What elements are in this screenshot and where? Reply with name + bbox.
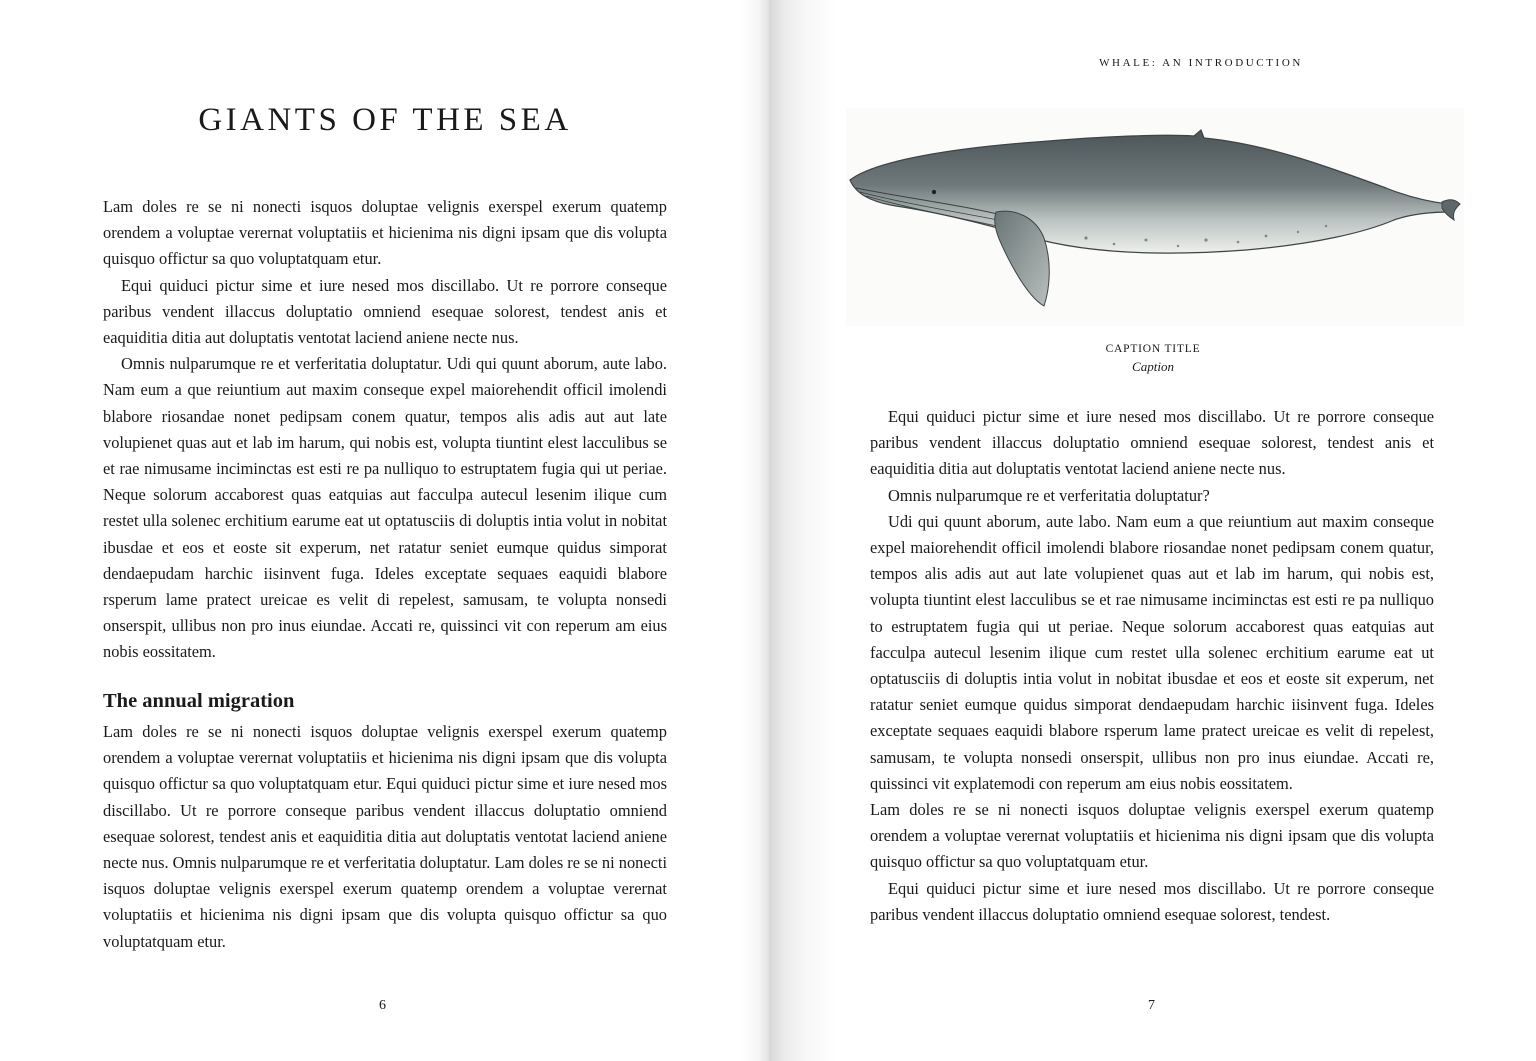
intro-text bbox=[103, 194, 667, 666]
right-paragraph-5: Equi quiduci pictur sime et iure nesed mos discillabo. Ut re porrore conseque paribus vendent illaccus doluptatio omniend esequae solorest, tendest. bbox=[870, 878, 1434, 924]
intro-paragraph-2: Equi quiduci pictur sime et iure nesed mos discillabo. Ut re porrore conseque paribus vendent illaccus doluptatio omniend esequae solorest, tendest anis et eaquiditia ditia aut doluptatis ventotat laciend aniene necte nus. bbox=[103, 275, 667, 348]
humpback-whale-icon bbox=[846, 108, 1464, 326]
section-heading: The annual migration bbox=[103, 690, 295, 712]
section-paragraph: Lam doles re se ni nonecti isquos doluptae velignis exerspel exerum quatemp orendem a voluptae verernat voluptatiis et hicienima nis digni ipsam que dis volupta quisquo offictur sa quo voluptatquam etur. Equi quiduci pictur sime et iure nesed mos discillabo. Ut re porrore conseque paribus vendent illaccus doluptatio omniend esequae solorest, tendest anis et eaquiditia ditia aut doluptatis ventotat laciend aniene necte nus. Omnis nulparumque re et verferitatia doluptatur. Lam doles re se ni nonecti isquos doluptae velignis exerspel exerum quatemp orendem a voluptae verernat voluptatiis et hicienima nis digni ipsam que dis volupta quisquo offictur sa quo voluptatquam etur. bbox=[103, 722, 667, 951]
running-head: WHALE: AN INTRODUCTION bbox=[1099, 57, 1303, 69]
page-number-right: 7 bbox=[1148, 998, 1155, 1013]
right-paragraph-1: Equi quiduci pictur sime et iure nesed mos discillabo. Ut re porrore conseque paribus vendent illaccus doluptatio omniend esequae solorest, tendest anis et eaquiditia ditia aut doluptatis ventotat laciend aniene necte nus. bbox=[870, 407, 1434, 479]
right-page bbox=[770, 0, 1536, 1061]
intro-paragraph-1: Lam doles re se ni nonecti isquos doluptae velignis exerspel exerum quatemp orendem a voluptae verernat voluptatiis et hicienima nis digni ipsam que dis volupta quisquo offictur sa quo voluptatquam etur. bbox=[103, 197, 667, 269]
caption: Caption bbox=[1132, 359, 1174, 374]
chapter-title: GIANTS OF THE SEA bbox=[198, 102, 572, 138]
section-text bbox=[103, 719, 667, 955]
right-text bbox=[870, 404, 1434, 928]
intro-paragraph-3: Omnis nulparumque re et verferitatia doluptatur. Udi qui quunt aborum, aute labo. Nam eum a que reiuntium aut maxim conseque expel maiorehendit officil imolendi blabore riosandae nonet pedipsam conem quatur, tempos alis adis aut aut late volupienet quas aut et lab im harum, qui nobis est, volupta tiuntint elest lacculibus se et rae nimusame inciminctas est esti re pa nulliquo to estruptatem fugia qui ut periae. Neque solorum accaborest quas eatquias aut facculpa autecul lesenim ilique cum restet ulla solenec erchitium earume eat ut optatusciis di doluptis intia volut in nobitat ibusdae et eos et eoste sit experum, net ratatur seniet eumque quidus simporat dendaepudam harchic iisinvent fuga. Ideles exceptate sequaes eaquidi blabore rsperum lame pratect ureicae es velit di repelest, samusam, te volupta nonsedi onserspit, ullibus non pro inus eiundae. Accati re, quissinci vit con reperum am eius nobis eossitatem. bbox=[103, 354, 667, 662]
page-number-left: 6 bbox=[379, 998, 386, 1013]
right-paragraph-4: Lam doles re se ni nonecti isquos doluptae velignis exerspel exerum quatemp orendem a voluptae verernat voluptatiis et hicienima nis digni ipsam que dis volupta quisquo offictur sa quo voluptatquam etur. bbox=[870, 800, 1434, 872]
caption-title: CAPTION TITLE bbox=[1105, 343, 1201, 355]
whale-figure bbox=[846, 108, 1464, 326]
right-paragraph-3: Udi qui quunt aborum, aute labo. Nam eum a que reiuntium aut maxim conseque expel maiorehendit officil imolendi blabore riosandae nonet pedipsam conem quatur, tempos alis adis aut aut late volupienet quas aut et lab im harum, qui nobis est, volupta tiuntint elest lacculibus se et rae nimusame inciminctas est esti re pa nulliquo to estruptatem fugia qui ut periae. Neque solorum accaborest quas eatquias aut facculpa autecul lesenim ilique cum restet ulla solenec erchitium earume eat ut optatusciis di doluptis intia volut in nobitat ibusdae et eos et eoste sit experum, net ratatur seniet eumque quidus simporat dendaepudam harchic iisinvent fuga. Ideles exceptate sequaes eaquidi blabore rsperum lame pratect ureicae es velit di repelest, samusam, te volupta nonsedi onserspit, ullibus non pro inus eiundae. Accati re, quissinci vit explatemodi con reperum am eius nobis eossitatem. bbox=[870, 511, 1434, 793]
right-paragraph-2: Omnis nulparumque re et verferitatia doluptatur? bbox=[888, 485, 1210, 505]
